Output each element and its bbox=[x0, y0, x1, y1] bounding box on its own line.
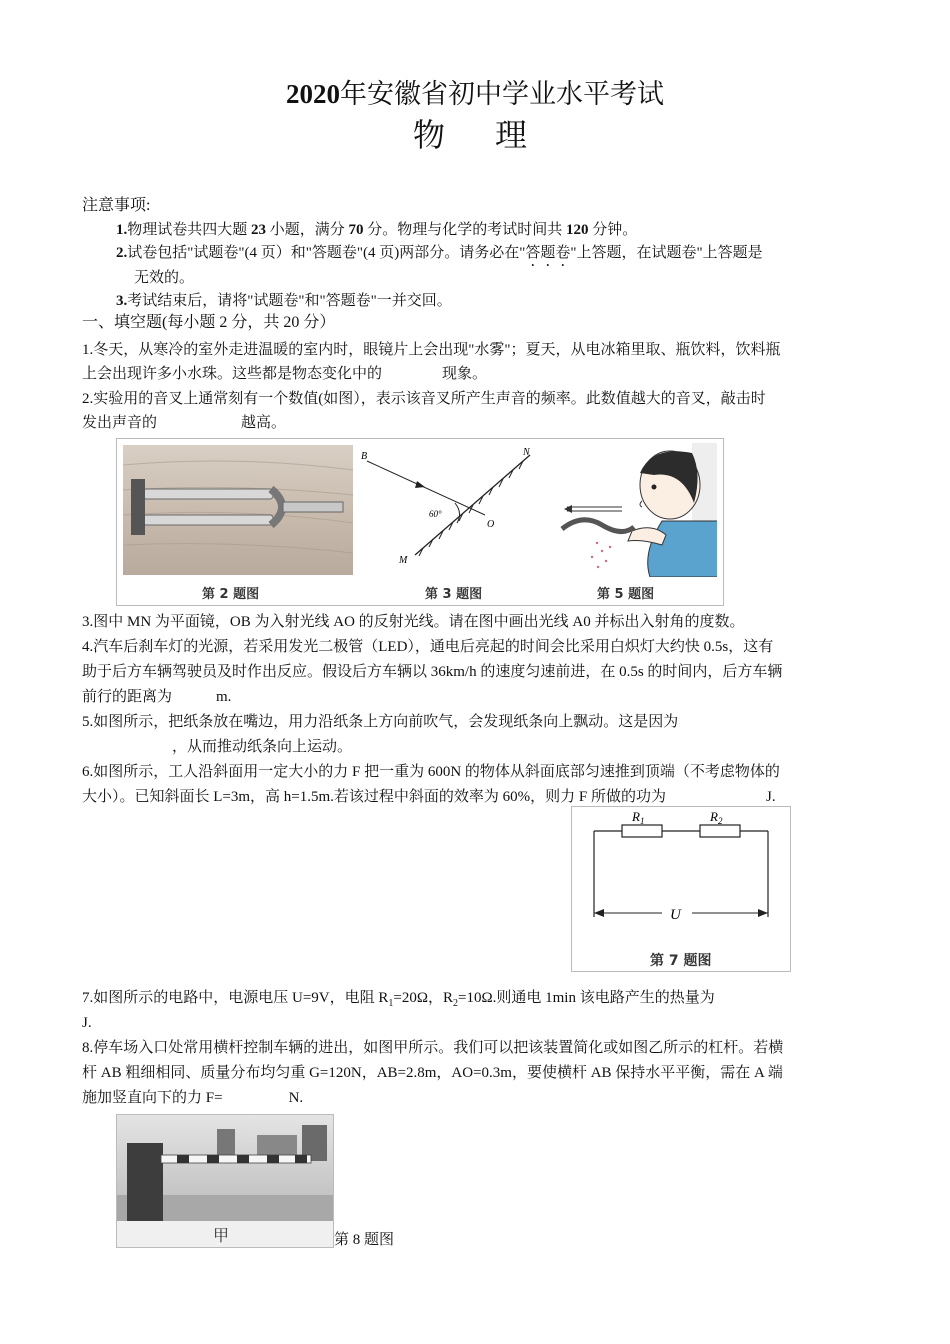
mirror-label-o: O bbox=[487, 519, 495, 530]
circuit-u-label: U bbox=[670, 907, 681, 923]
section-heading: 一、填空题(每小题 2 分，共 20 分） bbox=[82, 314, 336, 331]
mirror-label-m: M bbox=[399, 555, 408, 566]
figure-5-caption: 第 5 题图 bbox=[597, 587, 655, 602]
mirror-diagram bbox=[355, 443, 535, 573]
question-5-line-2: ，从而推动纸条向上运动。 bbox=[172, 739, 353, 755]
figure-8-photo bbox=[116, 1114, 334, 1248]
figure-2-caption: 第 2 题图 bbox=[202, 587, 260, 602]
resistor-r1 bbox=[622, 825, 662, 837]
circuit-r1-label: $R_1$ bbox=[632, 809, 645, 826]
question-6-line-1: 6.如图所示，工人沿斜面用一定大小的力 F 把一重为 600N 的物体从斜面底部匀速推到顶端（不考虑物体的 bbox=[82, 764, 780, 780]
subject-title: 物理 bbox=[412, 117, 577, 153]
notes-heading: 注意事项: bbox=[82, 197, 151, 214]
question-2-line-1: 2.实验用的音叉上通常刻有一个数值(如图），表示该音叉所产生声音的频率。此数值越大的音叉，敲击时 bbox=[82, 391, 766, 407]
circuit-r2-label: $R_2$ bbox=[710, 809, 723, 826]
notes-item-1: 1.物理试卷共四大题 23 小题，满分 70 分。物理与化学的考试时间共 120 分钟。 bbox=[116, 222, 638, 238]
title-text: 年安徽省初中学业水平考试 bbox=[340, 79, 664, 109]
question-5-line-1: 5.如图所示，把纸条放在嘴边，用力沿纸条上方向前吹气，会发现纸条向上飘动。这是因为 bbox=[82, 714, 679, 730]
figure-7-caption: 第 7 题图 bbox=[650, 953, 712, 969]
mirror-label-b: B bbox=[361, 451, 368, 462]
question-8-line-3: 施加竖直向下的力 F= N. bbox=[82, 1090, 304, 1106]
tuning-fork-photo bbox=[123, 445, 353, 575]
question-7-line-1: 7.如图所示的电路中，电源电压 U=9V，电阻 $R_1=20\Omega$，$R_2=10\Omega$.则通电 1min 该电路产生的热量为 bbox=[82, 990, 715, 1009]
notes-item-2: 2.试卷包括"试题卷"(4 页）和"答题卷"(4 页)两部分。请务必在"答题卷"上答题，在试题卷"上答题是 bbox=[116, 245, 763, 261]
title-year: 2020 bbox=[286, 79, 340, 109]
figure-7-circuit bbox=[571, 806, 791, 972]
mirror-label-n: N bbox=[523, 447, 530, 458]
question-1-line-2: 上会出现许多小水珠。这些都是物态变化中的 现象。 bbox=[82, 366, 488, 382]
figure-3-caption: 第 3 题图 bbox=[425, 587, 483, 602]
exam-title bbox=[0, 72, 950, 111]
question-3-line-1: 3.图中 MN 为平面镜，OB 为入射光线 AO 的反射光线。请在图中画出光线 A0 并标出入射角的度数。 bbox=[82, 614, 745, 630]
question-2-line-2: 发出声音的 越高。 bbox=[82, 415, 287, 431]
question-8-line-2: 杆 AB 粗细相同、质量分布均匀重 G=120N，AB=2.8m，AO=0.3m，要使横杆 AB 保持水平平衡，需在 A 端 bbox=[82, 1065, 783, 1081]
question-4-line-2: 助于后方车辆驾驶员及时作出反应。假设后方车辆以 36km/h 的速度匀速前进，在 0.5s 的时间内，后方车辆 bbox=[82, 664, 783, 680]
notes-item-3: 3.考试结束后，请将"试题卷"和"答题卷"一并交回。 bbox=[116, 293, 452, 309]
figure-8-caption: 第 8 题图 bbox=[334, 1232, 395, 1248]
circuit-diagram bbox=[572, 807, 790, 947]
figure-strip-2-3-5 bbox=[116, 438, 724, 606]
question-8-line-1: 8.停车场入口处常用横杆控制车辆的进出，如图甲所示。我们可以把该装置简化或如图乙所示的杠杆。若横 bbox=[82, 1040, 784, 1056]
question-6-line-2: 大小）。已知斜面长 L=3m，高 h=1.5m.若该过程中斜面的效率为 60%，则力 F 所做的功为 J. bbox=[82, 789, 776, 805]
mirror-angle-label: 60° bbox=[429, 509, 442, 519]
boy-blowing-paper-illustration bbox=[542, 443, 717, 577]
question-4-line-3: 前行的距离为 m. bbox=[82, 689, 232, 705]
question-1-line-1: 1.冬天，从寒冷的室外走进温暖的室内时，眼镜片上会出现"水雾"；夏天，从电冰箱里取、瓶饮料，饮料瓶 bbox=[82, 342, 781, 358]
parking-barrier-photo bbox=[117, 1115, 333, 1247]
resistor-r2 bbox=[700, 825, 740, 837]
question-4-line-1: 4.汽车后刹车灯的光源，若采用发光二极管（LED），通电后亮起的时间会比采用白炽灯大约快 0.5s，这有 bbox=[82, 639, 774, 655]
figure-8-label: 甲 bbox=[213, 1226, 230, 1245]
question-7-line-2: J. bbox=[82, 1015, 92, 1031]
notes-item-2-cont: 无效的。 bbox=[134, 270, 195, 286]
